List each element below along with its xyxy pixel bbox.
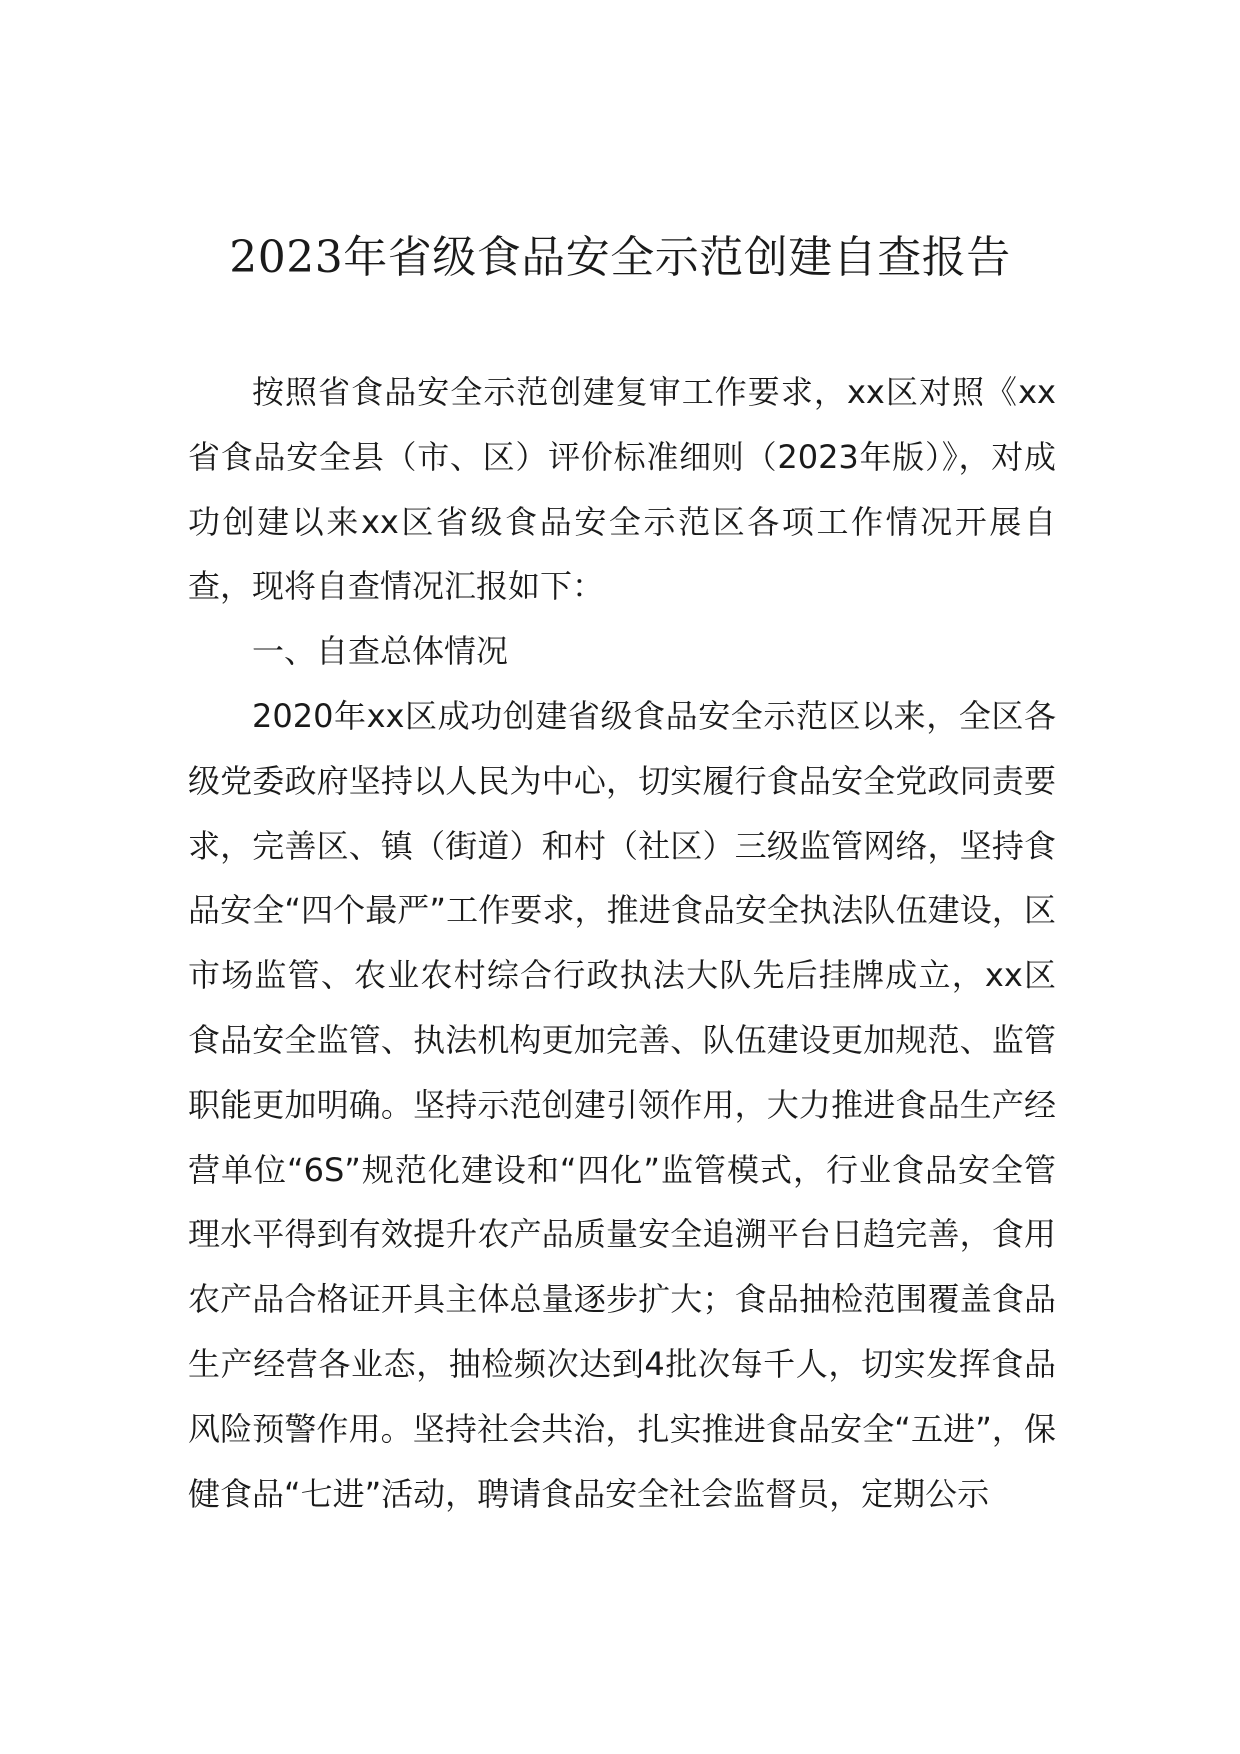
section-paragraph: 2020年xx区成功创建省级食品安全示范区以来，全区各级党委政府坚持以人民为中心，切实履行食品安全党政同责要求，完善区、镇（街道）和村（社区）三级监管网络，坚持食品安全“四个最严”工作要求，推进食品安全执法队伍建设，区市场监管、农业农村综合行政执法大队先后挂牌成立，xx区食品安全监管、执法机构更加完善、队伍建设更加规范、监管职能更加明确。坚持示范创建引领作用，大力推进食品生产经营单位“6S”规范化建设和“四化”监管模式，行业食品安全管理水平得到有效提升农产品质量安全追溯平台日趋完善，食用农产品合格证开具主体总量逐步扩大；食品抽检范围覆盖食品生产经营各业态，抽检频次达到4批次每千人，切实发挥食品风险预警作用。坚持社会共治，扎实推进食品安全“五进”，保健食品“七进”活动，聘请食品安全社会监督员，定期公示 [188,696,1056,1513]
document-body [188,360,1056,1526]
section-heading: 一、自查总体情况 [252,632,509,671]
document-title: 2023年省级食品安全示范创建自查报告 [229,232,1011,283]
intro-paragraph: 按照省食品安全示范创建复审工作要求，xx区对照《xx省食品安全县（市、区）评价标准细则（2023年版）》，对成功创建以来xx区省级食品安全示范区各项工作情况开展自查，现将自查情况汇报如下： [188,373,1056,606]
